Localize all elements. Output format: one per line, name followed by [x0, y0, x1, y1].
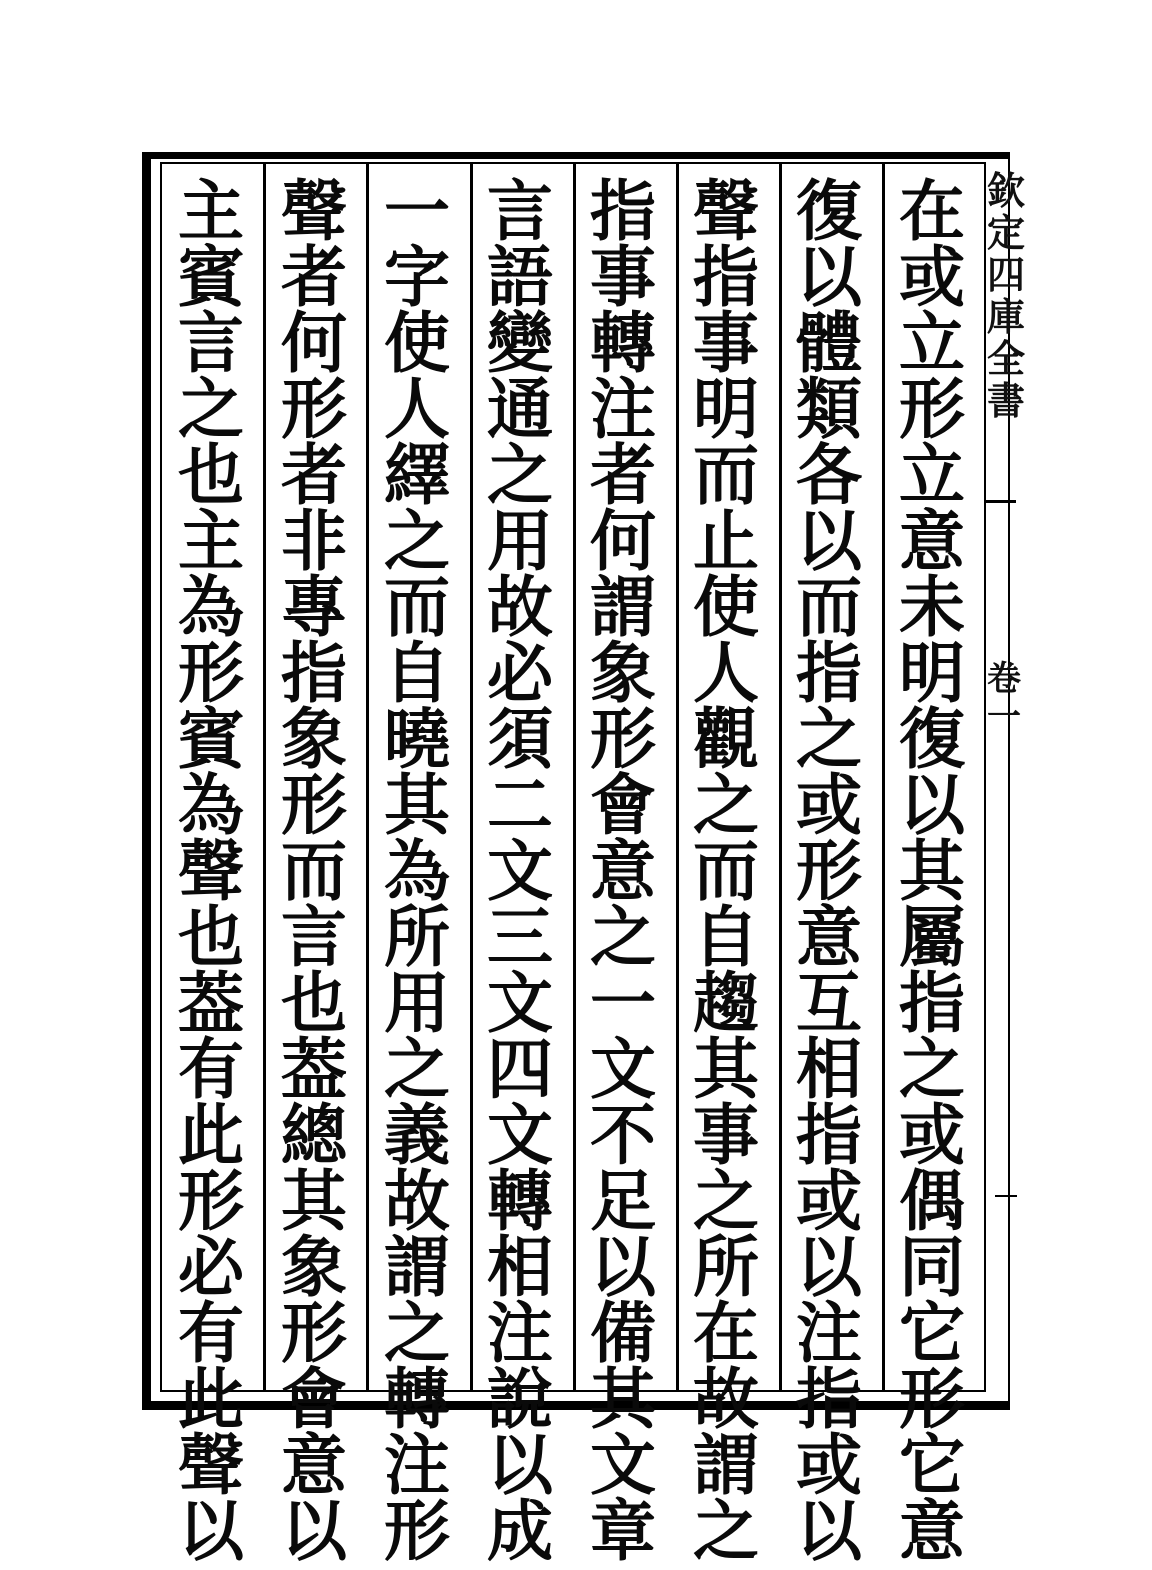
- character: 相: [487, 1228, 553, 1306]
- character: 者: [281, 238, 347, 316]
- character: 主: [178, 502, 244, 580]
- character: 偶: [899, 1162, 965, 1240]
- margin-divider: [986, 500, 1016, 503]
- character: 者: [281, 436, 347, 514]
- character: 而: [693, 436, 759, 514]
- character: 此: [178, 1360, 244, 1438]
- character: 聲: [693, 172, 759, 250]
- character: 文: [487, 964, 553, 1042]
- character: 言: [487, 172, 553, 250]
- character: 繹: [384, 436, 450, 514]
- character: 聲: [178, 832, 244, 910]
- character: 所: [693, 1228, 759, 1306]
- character: 總: [281, 1096, 347, 1174]
- character: 止: [693, 502, 759, 580]
- character: 二: [487, 766, 553, 844]
- character: 復: [899, 700, 965, 778]
- character: 形: [796, 832, 862, 910]
- character: 之: [487, 436, 553, 514]
- character: 或: [796, 766, 862, 844]
- character: 有: [178, 1294, 244, 1372]
- character: 指: [796, 1360, 862, 1438]
- character: 所: [384, 898, 450, 976]
- text-column-2: [781, 172, 877, 1570]
- character: 其: [899, 832, 965, 910]
- character: 也: [281, 964, 347, 1042]
- character: 葢: [178, 964, 244, 1042]
- character: 文: [590, 1030, 656, 1108]
- character: 何: [590, 502, 656, 580]
- character: 象: [281, 1228, 347, 1306]
- character: 葢: [281, 1030, 347, 1108]
- character: 趨: [693, 964, 759, 1042]
- character: 之: [693, 1162, 759, 1240]
- character: 它: [899, 1294, 965, 1372]
- character: 立: [899, 436, 965, 514]
- character: 形: [281, 370, 347, 448]
- character: 必: [487, 634, 553, 712]
- character: 成: [487, 1492, 553, 1570]
- character: 何: [281, 304, 347, 382]
- character: 須: [487, 700, 553, 778]
- character: 使: [384, 304, 450, 382]
- text-column-3: [678, 172, 774, 1570]
- margin-title-char: 欽: [986, 168, 1025, 213]
- character: 以: [796, 1492, 862, 1570]
- character: 聲: [178, 1426, 244, 1504]
- character: 以: [281, 1492, 347, 1570]
- text-column-6: [369, 172, 465, 1570]
- text-column-5: [472, 172, 568, 1570]
- character: 義: [384, 1096, 450, 1174]
- character: 象: [281, 700, 347, 778]
- character: 同: [899, 1228, 965, 1306]
- character: 其: [281, 1162, 347, 1240]
- character: 故: [487, 568, 553, 646]
- character: 屬: [899, 898, 965, 976]
- character: 互: [796, 964, 862, 1042]
- character: 形: [899, 370, 965, 448]
- character: 或: [796, 1162, 862, 1240]
- character: 指: [281, 634, 347, 712]
- character: 注: [590, 370, 656, 448]
- character: 轉: [590, 304, 656, 382]
- character: 聲: [281, 172, 347, 250]
- character: 文: [590, 1426, 656, 1504]
- character: 指: [796, 634, 862, 712]
- margin-title-char: 書: [986, 378, 1025, 423]
- character: 會: [281, 1360, 347, 1438]
- character: 未: [899, 568, 965, 646]
- margin-title: [986, 170, 1026, 690]
- character: 或: [796, 1426, 862, 1504]
- character: 為: [384, 832, 450, 910]
- character: 以: [590, 1228, 656, 1306]
- character: 之: [384, 1030, 450, 1108]
- character: 之: [178, 370, 244, 448]
- character: 曉: [384, 700, 450, 778]
- character: 形: [590, 700, 656, 778]
- character: 象: [590, 634, 656, 712]
- character: 備: [590, 1294, 656, 1372]
- character: 謂: [590, 568, 656, 646]
- character: 事: [693, 304, 759, 382]
- margin-title-char: 全: [986, 336, 1025, 381]
- character: 而: [384, 568, 450, 646]
- character: 故: [693, 1360, 759, 1438]
- character: 事: [590, 238, 656, 316]
- character: 事: [693, 1096, 759, 1174]
- margin-title-char: 定: [986, 210, 1025, 255]
- character: 使: [693, 568, 759, 646]
- margin-title-char: 庫: [986, 294, 1025, 339]
- character: 在: [899, 172, 965, 250]
- character: 言: [281, 898, 347, 976]
- character: 謂: [384, 1228, 450, 1306]
- character: 意: [899, 502, 965, 580]
- character: 而: [281, 832, 347, 910]
- volume-label-char: 一: [987, 697, 1021, 737]
- volume-label-char: 卷: [987, 659, 1021, 699]
- character: 主: [178, 172, 244, 250]
- character: 意: [899, 1492, 965, 1570]
- character: 非: [281, 502, 347, 580]
- character: 指: [899, 964, 965, 1042]
- character: 以: [178, 1492, 244, 1570]
- margin-divider: [995, 1195, 1017, 1197]
- text-column-4: [575, 172, 671, 1570]
- character: 明: [693, 370, 759, 448]
- character: 用: [384, 964, 450, 1042]
- character: 其: [384, 766, 450, 844]
- character: 文: [487, 832, 553, 910]
- character: 以: [796, 238, 862, 316]
- character: 之: [590, 898, 656, 976]
- character: 不: [590, 1096, 656, 1174]
- character: 賓: [178, 238, 244, 316]
- character: 立: [899, 304, 965, 382]
- character: 之: [693, 1492, 759, 1570]
- character: 此: [178, 1096, 244, 1174]
- character: 一: [384, 172, 450, 250]
- character: 也: [178, 436, 244, 514]
- character: 有: [178, 1030, 244, 1108]
- character: 之: [384, 1294, 450, 1372]
- character: 觀: [693, 700, 759, 778]
- character: 形: [178, 1162, 244, 1240]
- character: 注: [487, 1294, 553, 1372]
- character: 人: [693, 634, 759, 712]
- character: 相: [796, 1030, 862, 1108]
- character: 四: [487, 1030, 553, 1108]
- text-column-7: [266, 172, 362, 1570]
- character: 它: [899, 1426, 965, 1504]
- margin-title-char: 四: [986, 252, 1025, 297]
- character: 也: [178, 898, 244, 976]
- character: 謂: [693, 1426, 759, 1504]
- character: 會: [590, 766, 656, 844]
- character: 形: [281, 1294, 347, 1372]
- character: 之: [693, 766, 759, 844]
- character: 必: [178, 1228, 244, 1306]
- character: 足: [590, 1162, 656, 1240]
- character: 各: [796, 436, 862, 514]
- character: 或: [899, 238, 965, 316]
- character: 注: [796, 1294, 862, 1372]
- character: 字: [384, 238, 450, 316]
- character: 賓: [178, 700, 244, 778]
- character: 為: [178, 568, 244, 646]
- character: 人: [384, 370, 450, 448]
- character: 以: [487, 1426, 553, 1504]
- character: 三: [487, 898, 553, 976]
- character: 變: [487, 304, 553, 382]
- character: 明: [899, 634, 965, 712]
- text-column-8: [163, 172, 259, 1570]
- character: 之: [384, 502, 450, 580]
- character: 指: [693, 238, 759, 316]
- character: 文: [487, 1096, 553, 1174]
- character: 而: [796, 568, 862, 646]
- character: 者: [590, 436, 656, 514]
- character: 意: [590, 832, 656, 910]
- character: 以: [899, 766, 965, 844]
- character: 專: [281, 568, 347, 646]
- character: 意: [281, 1426, 347, 1504]
- character: 章: [590, 1492, 656, 1570]
- character: 指: [590, 172, 656, 250]
- character: 體: [796, 304, 862, 382]
- character: 轉: [384, 1360, 450, 1438]
- character: 言: [178, 304, 244, 382]
- character: 故: [384, 1162, 450, 1240]
- character: 為: [178, 766, 244, 844]
- character: 一: [590, 964, 656, 1042]
- character: 用: [487, 502, 553, 580]
- character: 注: [384, 1426, 450, 1504]
- character: 形: [178, 634, 244, 712]
- character: 之: [899, 1030, 965, 1108]
- character: 語: [487, 238, 553, 316]
- character: 而: [693, 832, 759, 910]
- character: 形: [899, 1360, 965, 1438]
- character: 復: [796, 172, 862, 250]
- character: 形: [384, 1492, 450, 1570]
- character: 自: [693, 898, 759, 976]
- character: 以: [796, 502, 862, 580]
- volume-label: [984, 660, 1024, 736]
- character: 其: [693, 1030, 759, 1108]
- character: 或: [899, 1096, 965, 1174]
- character: 在: [693, 1294, 759, 1372]
- character: 形: [281, 766, 347, 844]
- character: 類: [796, 370, 862, 448]
- character: 轉: [487, 1162, 553, 1240]
- character: 通: [487, 370, 553, 448]
- character: 說: [487, 1360, 553, 1438]
- character: 之: [796, 700, 862, 778]
- text-column-1: [884, 172, 980, 1570]
- character: 自: [384, 634, 450, 712]
- character: 以: [796, 1228, 862, 1306]
- character: 指: [796, 1096, 862, 1174]
- character: 其: [590, 1360, 656, 1438]
- character: 意: [796, 898, 862, 976]
